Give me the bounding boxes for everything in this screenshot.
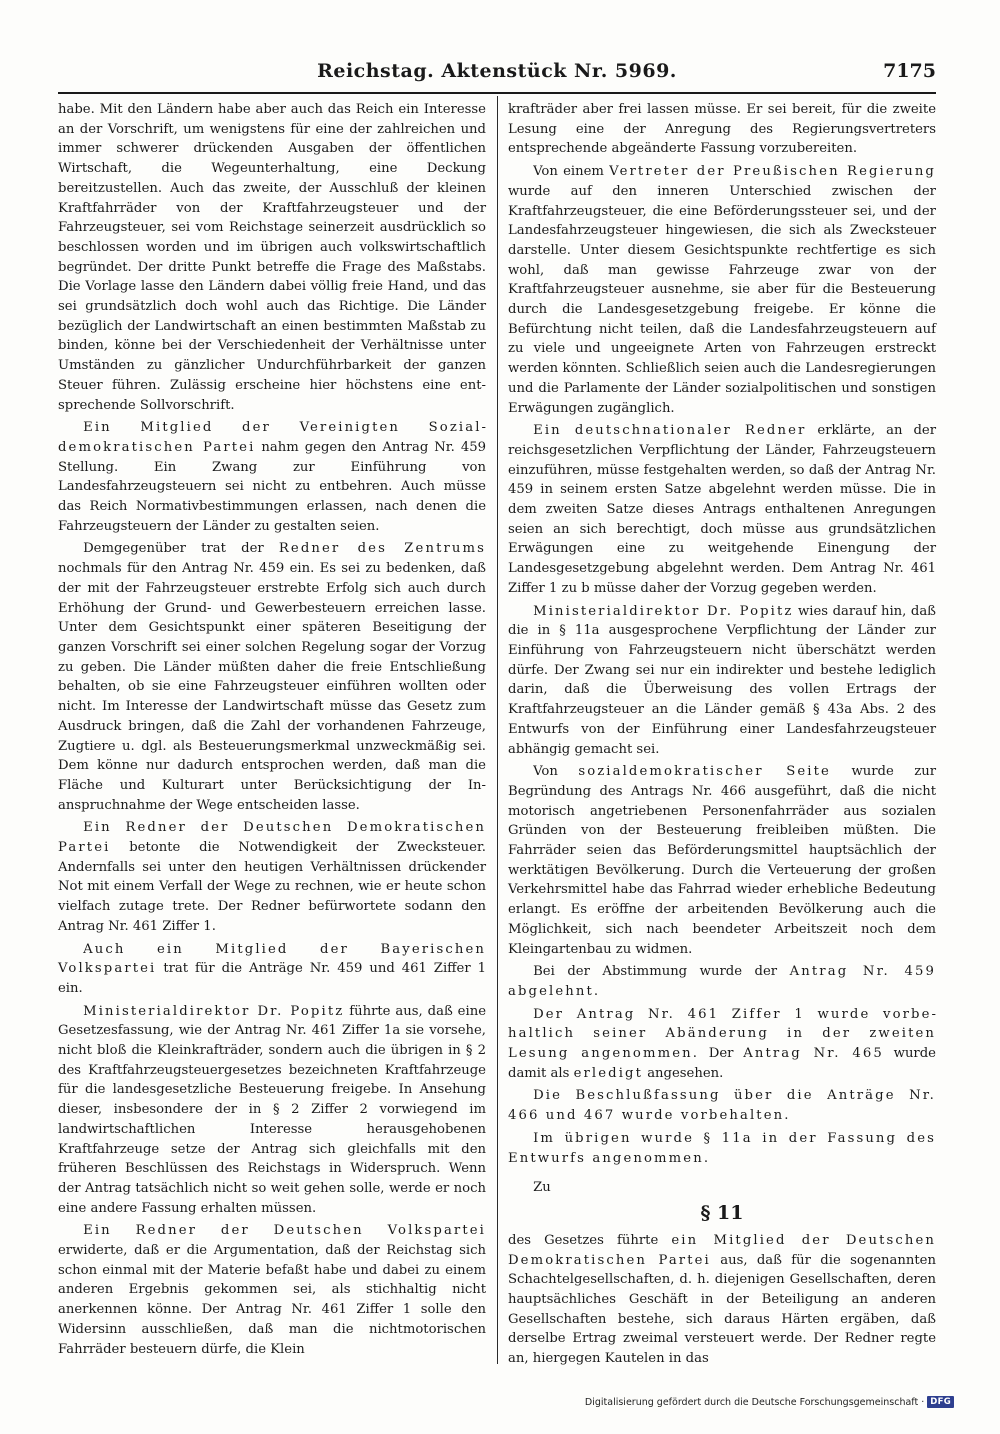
paragraph: Ministerialdirektor Dr. Popitz wies darauf hin, daß die in § 11a ausgesprochene Verpflichtung der Länder zur Einführung von Fahrzeugsteuern nicht überschätzt werden dürfe. Der Zwang sei nur ein indirekter und bestehe lediglich darin, daß die Überweisung des vollen Ertrags der Kraftfahrzeugsteuer an die Länder gemäß § 43a Abs. 2 des Entwurfs von der Einführung einer Landesfahrzeugsteuer abhängig gemacht sei. xyxy=(508,603,936,757)
paragraph: Von sozialdemokratischer Seite wurde zur Begründung des Antrags Nr. 466 ausgeführt, daß die nicht motorisch angetriebenen Personenfahrräder aus sozialen Gründen von der Besteuerung freibleiben müßten. Die Fahrräder seien das Beförderungsmittel hauptsächlich der werktätigen Bevölkerung. Durch die Verteuerung der großen Verkehrsmittel habe das Fahrrad wieder erhebliche Bedeutung erlangt. Es eröffne der arbeitenden Bevölkerung auch die Möglichkeit, sich nach beendeter Arbeitszeit noch dem Kleingartenbau zu widmen. xyxy=(508,764,936,957)
paragraph: Ein deutschnationaler Redner erklärte, an der reichsgesetzlichen Verpflichtung der Länder, Fahrzeugsteuern einzuführen, müsse festgehalten werden, so daß der Antrag Nr. 459 in seinem ersten Satze abgelehnt werden müsse. Die in dem zweiten Satze dieses Antrags enthaltenen Anregungen seien an sich berechtigt, doch müsse aus grundsätzlichen Erwägungen eine zu weitgehende Einengung der Landesgesetzgebung abgelehnt werden. Dem Antrag Nr. 461 Ziffer 1 zu b müsse daher der Vorzug gegeben werden. xyxy=(508,423,936,596)
paragraph: Demgegenüber trat der Redner des Zentrums nochmals für den Antrag Nr. 459 ein. Es sei zu bedenken, daß der mit der Fahrzeugsteuer erstrebte Erfolg sich auch durch Erhöhung der Grund- und Gewerbesteuern erreichen lasse. Unter dem Gesichtspunkt einer späteren Beseitigung der ganzen Vorschrift sei einer solchen Regelung sogar der Vorzug zu geben. Die Länder müßten daher die freie Entschließung behalten, ob sie eine Fahrzeugsteuer einführen wollten oder nicht. Im Interesse der Landwirtschaft müsse das Gesetz zum Ausdruck bringen, daß die Zahl der vorhandenen Fahrzeuge, Zugtiere u. dgl. als Besteuerungsmerkmal unzweckmäßig sei. Dem könne nur dadurch entsprochen werden, daß man die Fläche und Kulturart unter Berücksichtigung der Inanspruchnahme der Wege entscheiden lasse. xyxy=(58,541,486,813)
section-heading: § 11 xyxy=(700,1201,744,1224)
speaker: Ein Redner der Deutschen Demokratischen Partei xyxy=(58,820,486,856)
left-column xyxy=(58,100,486,1359)
speaker: Ein Mitglied der Vereinigten Sozialdemokratischen Partei xyxy=(58,420,486,455)
paragraph: habe. Mit den Ländern habe aber auch das Reich ein Interesse an der Vorschrift, um wenigstens für eine der zahlreichen und immer schwerer drückenden Ausgaben der öffentlichen Wirtschaft, die Wegeunterhaltung, eine Deckung bereitzustellen. Auch das zweite, der Ausschluß der kleinen Kraftfahrräder von der Kraftfahrzeugsteuer und der Fahrzeugsteuer, sei vom Reichstage seinerzeit ausdrücklich so beschlossen worden und im übrigen auch volkswirtschaftlich begründet. Der dritte Punkt betreffe die Frage des Maßstabs. Die Vorlage lasse den Ländern dabei völlig freie Hand, und das sei grundsätzlich doch wohl auch das Richtige. Die Länder bezüglich der Landwirtschaft an einen bestimmten Maßstab zu binden, könne bei der Verschiedenheit der Verhältnisse unter Umständen zu gänzlicher Undurchführbarkeit der ganzen Steuer führen. Zulässig erscheine hier höchstens eine entsprechende Sollvorschrift. xyxy=(58,102,486,413)
paragraph: Ein Redner der Deutschen Volkspartei erwiderte, daß er die Argumentation, daß der Reichstag sich schon einmal mit der Materie befaßt habe und dabei zu einem anderen Ergebnis gekommen sei, als stichhaltig nicht anerkennen könne. Der Antrag Nr. 461 Ziffer 1 solle den Widersinn ausschließen, daß man die nichtmotorischen Fahrräder besteuern dürfe, die Klein xyxy=(58,1223,486,1357)
speaker: Vertreter der Preußischen Regierung xyxy=(609,164,936,180)
page-header xyxy=(58,58,936,90)
column-divider xyxy=(497,96,498,1364)
right-column xyxy=(508,100,936,1369)
paragraph: Bei der Abstimmung wurde der Antrag Nr. 459 abgelehnt. xyxy=(508,964,936,999)
paragraph: Von einem Vertreter der Preußischen Regierung wurde auf den inneren Unterschied zwischen der Kraftfahrzeugsteuer, die eine Beförderungssteuer sei, und der Landesfahrzeugsteuer hingewiesen, die sich als Zwecksteuer darstelle. Unter diesem Gesichtspunkte rechtfertige es sich wohl, daß man gewisse Fahrzeuge zwar von der Kraftfahrzeugsteuer ausnehme, sie aber für die Besteuerung durch die Landesgesetzgebung freigebe. Er könne die Befürchtung nicht teilen, daß die Landesfahrzeugsteuern auf zu viele und ungeeignete Arten von Fahrzeugen erstreckt werden könnten. Schließlich seien auch die Landesregierungen und die Parlamente der Länder sozialpolitischen und sonstigen Erwägungen zugänglich. xyxy=(508,164,936,416)
speaker: Ein deutschnationaler Redner xyxy=(533,423,807,439)
running-title: Reichstag. Aktenstück Nr. 5969. xyxy=(317,60,677,82)
paragraph: des Gesetzes führte ein Mitglied der Deutschen Demokratischen Partei aus, daß für die sogenannten Schachtelgesellschaften, d. h. diejenigen Gesellschaften, deren hauptsächliches Geschäft in der Beteiligung an anderen Gesellschaften bestehe, sich daraus Härten ergäben, daß derselbe Ertrag zweimal versteuert werde. Der Redner regte an, hiergegen Kautelen in das xyxy=(508,1232,936,1367)
section-intro: Zu xyxy=(533,1180,551,1196)
speaker: Auch ein Mitglied der Bayerischen Volkspartei xyxy=(58,941,486,977)
paragraph: Ministerialdirektor Dr. Popitz führte aus, daß eine Gesetzesfassung, wie der Antrag Nr. 461 Ziffer 1a sie vorsehe, nicht bloß die Kleinkrafträder, sondern auch die übrigen in § 2 des Kraftfahrzeugsteuergesetzes bezeichneten Kraftfahrzeuge für die landesgesetzliche Besteuerung freigebe. In Ansehung dieser, insbesondere der in § 2 Ziffer 2 vorwiegend im landwirtschaftlichen Interesse herausgehobenen Kraftfahrzeuge setze der Antrag sich gleichfalls mit den früheren Beschlüssen des Reichstags in Widerspruch. Wenn der Antrag tatsächlich nicht so weit gehen solle, werde er noch eine andere Fassung erhalten müssen. xyxy=(58,1003,486,1216)
speaker: ein Mitglied der Deutschen Demokratischen Partei xyxy=(508,1232,936,1268)
speaker: Ministerialdirektor Dr. Popitz xyxy=(83,1003,345,1019)
paragraph: Die Beschlußfassung über die Anträge Nr. 466 und 467 wurde vorbehalten. xyxy=(508,1088,936,1124)
paragraph: Im übrigen wurde § 11a in der Fassung des Entwurfs angenommen. xyxy=(508,1130,936,1166)
paragraph: krafträder aber frei lassen müsse. Er sei bereit, für die zweite Lesung eine der Anregung des Regierungsvertreters entsprechende abgeänderte Fassung vorzubereiten. xyxy=(508,102,936,157)
speaker: sozialdemokratischer Seite xyxy=(578,764,831,780)
header-rule xyxy=(58,92,936,94)
paragraph: Ein Mitglied der Vereinigten Sozialdemokratischen Partei nahm gegen den Antrag Nr. 459 Stellung. Ein Zwang zur Einführung von Landesfahrzeugsteuern sei nicht zu entbehren. Auch müsse das Reich Normativbestimmungen erlassen, nach denen die Fahrzeugsteuern der Länder zu gestalten seien. xyxy=(58,420,486,534)
footer-text: Digitalisierung gefördert durch die Deutsche Forschungsgemeinschaft xyxy=(584,1396,919,1408)
page-number: 7175 xyxy=(883,60,936,82)
paragraph: Ein Redner der Deutschen Demokratischen Partei betonte die Notwendigkeit der Zwecksteuer. Andernfalls sei unter den heutigen Verhältnissen drückender Not mit einem Verfall der Wege zu rechnen, wie er heute schon vielfach zutage trete. Der Redner befürwortete sodann den Antrag Nr. 461 Ziffer 1. xyxy=(58,820,486,934)
speaker: Ein Redner der Deutschen Volkspartei xyxy=(83,1223,486,1239)
paragraph: Auch ein Mitglied der Bayerischen Volkspartei trat für die Anträge Nr. 459 und 461 Ziffer 1 ein. xyxy=(58,941,486,996)
footer-credit: Digitalisierung gefördert durch die Deutsche Forschungsgemeinschaft · DFG xyxy=(585,1396,954,1408)
speaker: Ministerialdirektor Dr. Popitz xyxy=(533,603,794,619)
paragraph: Der Antrag Nr. 461 Ziffer 1 wurde vorbehaltlich seiner Abänderung in der zweiten Lesung angenommen. Der Antrag Nr. 465 wurde damit als erledigt angesehen. xyxy=(508,1006,936,1081)
speaker: Redner des Zentrums xyxy=(278,541,486,557)
dfg-logo-icon: DFG xyxy=(927,1396,954,1408)
